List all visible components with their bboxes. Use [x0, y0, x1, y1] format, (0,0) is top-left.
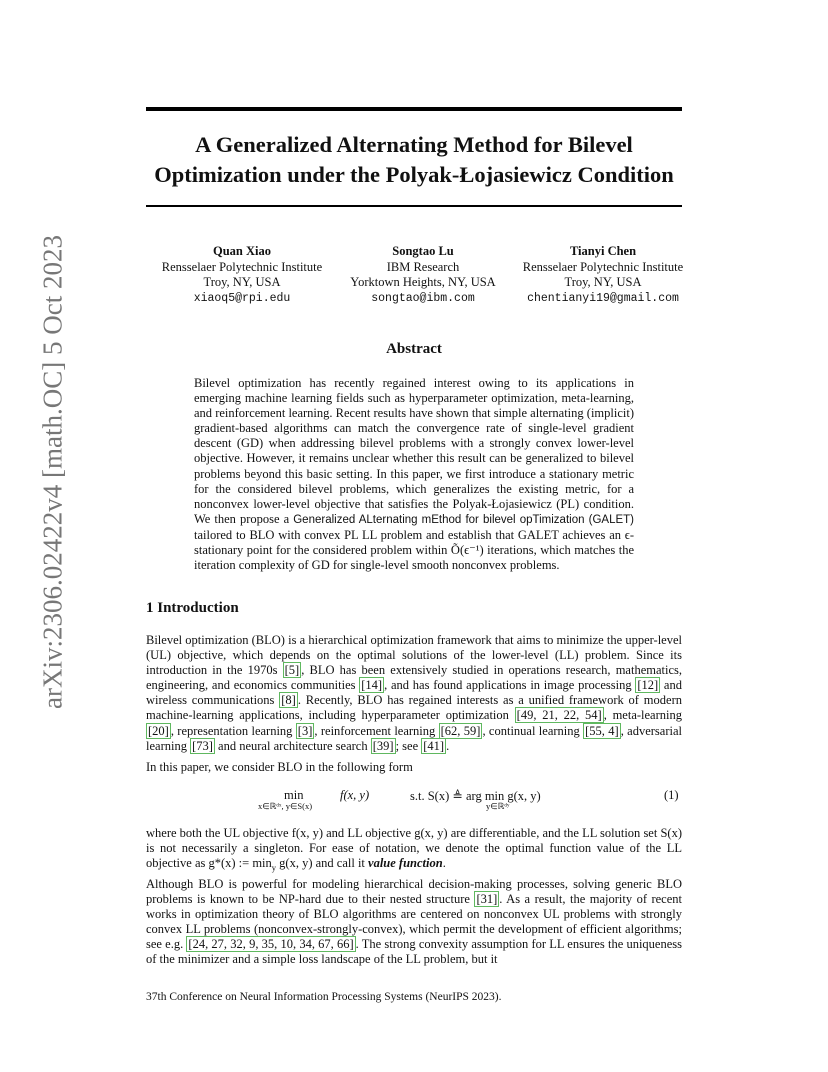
eq-f: f(x, y) [340, 788, 370, 802]
footer-venue: 37th Conference on Neural Information Processing Systems (NeurIPS 2023). [146, 991, 502, 1003]
text-run: , and has found applications in image processing [384, 678, 636, 693]
text-run: , continual learning [482, 723, 584, 738]
citation-link[interactable]: [14] [361, 678, 383, 693]
text-run: , BLO has been extensively studied in operations research, mathematics, engineering, and economics communities [146, 663, 682, 693]
abstract-text [194, 376, 634, 573]
author-block [498, 244, 708, 306]
arxiv-identifier: arXiv:2306.02422v4 [math.OC] 5 Oct 2023 [37, 235, 68, 709]
intro-paragraph-4 [146, 877, 682, 968]
intro-paragraph-2: In this paper, we consider BLO in the following form [146, 760, 413, 774]
citation-link[interactable]: [41] [423, 738, 445, 753]
author-email: xiaoq5@rpi.edu [193, 291, 291, 305]
author-affiliation: Rensselaer Polytechnic Institute [161, 259, 323, 274]
text-run: , reinforcement learning [314, 723, 439, 738]
eq-number: (1) [664, 788, 679, 802]
abstract-heading: Abstract [386, 341, 442, 357]
text-run: and neural architecture search [214, 738, 371, 753]
citation-link[interactable]: [39] [372, 738, 394, 753]
eq-constraint: s.t. S(x) ≜ arg min g(x, y) [410, 789, 541, 803]
citation-link[interactable]: [24, 27, 32, 9, 35, 10, 34, 67, 66] [188, 937, 354, 952]
text-run: . The strong convexity assumption for LL ensures the uniqueness of the minimizer and a simple loss landscape of the LL problem, but it [146, 937, 682, 967]
author-block [318, 244, 528, 306]
intro-paragraph-1 [146, 633, 682, 754]
section-heading-introduction: 1 Introduction [146, 600, 239, 616]
text-run: , adversarial learning [146, 723, 682, 753]
citation-link[interactable]: [55, 4] [585, 723, 619, 738]
method-name: Generalized ALternating mEthod for bilevel opTimization (GALET) [293, 513, 634, 526]
author-email: chentianyi19@gmail.com [527, 291, 679, 305]
text-run: Although BLO is powerful for modeling hierarchical decision-making processes, solving generic BLO problems is known to be NP-hard due to their nested structure [146, 877, 682, 907]
author-name: Quan Xiao [212, 244, 271, 258]
citation-link[interactable]: [8] [281, 693, 296, 708]
abstract-part: tailored to BLO with convex PL LL problem and establish that GALET achieves an ϵ-stationary point for the considered problem within Õ(ϵ⁻¹) iterations, which matches the iteration complexity of GD for single-level smooth nonconvex problems. [194, 527, 634, 573]
author-block [137, 244, 347, 306]
citation-link[interactable]: [73] [192, 738, 213, 753]
text-run: , meta-learning [603, 708, 682, 723]
intro-paragraph-3 [146, 826, 682, 876]
author-location: Troy, NY, USA [203, 275, 281, 289]
author-affiliation: IBM Research [386, 259, 460, 274]
title-line-2: Optimization under the Polyak-Łojasiewicz Condition [154, 162, 674, 187]
text-run: . Recently, BLO has regained interests as a unified framework of modern machine-learning applications, including hyperparameter optimization [146, 693, 682, 723]
author-affiliation: Rensselaer Polytechnic Institute [522, 259, 684, 274]
paper-title [100, 130, 728, 190]
citation-link[interactable]: [5] [284, 663, 300, 678]
abstract-part: Bilevel optimization has recently regained interest owing to its applications in emerging machine learning fields such as hyperparameter optimization, meta-learning, and reinforcement learning. Recent results have shown that simple alternating (implicit) gradient-based algorithms can match the convergence rate of single-level gradient descent (GD) when addressing bilevel problems with a strongly convex lower-level objective. However, it remains unclear whether this result can be generalized to bilevel problems beyond this basic setting. In this paper, we first introduce a stationary metric for the considered bilevel problems, which generalizes the existing metric, for a nonconvex lower-level objective that satisfies the Polyak-Łojasiewicz (PL) condition. We then propose a [194, 376, 634, 526]
text-run: , representation learning [170, 723, 296, 738]
eq-objective [340, 788, 369, 803]
author-name: Songtao Lu [392, 244, 454, 258]
author-location: Troy, NY, USA [564, 275, 642, 289]
subscript: y [271, 862, 277, 873]
author-name: Tianyi Chen [569, 244, 637, 258]
equation-1 [146, 786, 682, 814]
citation-link[interactable]: [12] [637, 678, 659, 693]
citation-link[interactable]: [31] [476, 892, 498, 907]
citation-link[interactable]: [20] [148, 723, 169, 738]
text-run: ; see [395, 738, 422, 753]
emphasis-value-function: value function [368, 856, 443, 871]
top-rule [146, 107, 682, 111]
text-run: . [442, 856, 446, 871]
eq-argmin-subscript: y∈ℝᵈʸ [486, 801, 510, 811]
text-run: Bilevel optimization (BLO) is a hierarchical optimization framework that aims to minimize the upper-level (UL) objective, which depends on the optimal solutions of the lower-level (LL) problem. Since its introduction in the 1970s [146, 633, 682, 678]
text-run: where both the UL objective f(x, y) and LL objective g(x, y) are differentiable, and the LL solution set S(x) is not necessarily a singleton. For ease of notation, we denote the optimal function value of the LL objective as g*(x) := min [146, 826, 682, 871]
citation-link[interactable]: [3] [297, 723, 313, 738]
citation-link[interactable]: [62, 59] [440, 723, 481, 738]
title-line-1: A Generalized Alternating Method for Bilevel [195, 132, 633, 157]
text-run: and wireless communications [146, 678, 682, 708]
text-run: . [446, 738, 450, 753]
citation-link[interactable]: [49, 21, 22, 54] [516, 708, 602, 723]
author-email: songtao@ibm.com [371, 291, 475, 305]
text-run: g(x, y) and call it [276, 856, 369, 871]
text-run: . As a result, the majority of recent works in optimization theory of BLO algorithms are centered on nonconvex UL problems with strongly convex LL problems (nonconvex-strongly-convex), which permit the development of efficient algorithms; see e.g. [146, 892, 682, 952]
title-bottom-rule [146, 205, 682, 207]
author-location: Yorktown Heights, NY, USA [350, 275, 496, 289]
eq-min: min [284, 788, 304, 802]
eq-min-subscript: x∈ℝᵈˣ, y∈S(x) [258, 801, 313, 811]
